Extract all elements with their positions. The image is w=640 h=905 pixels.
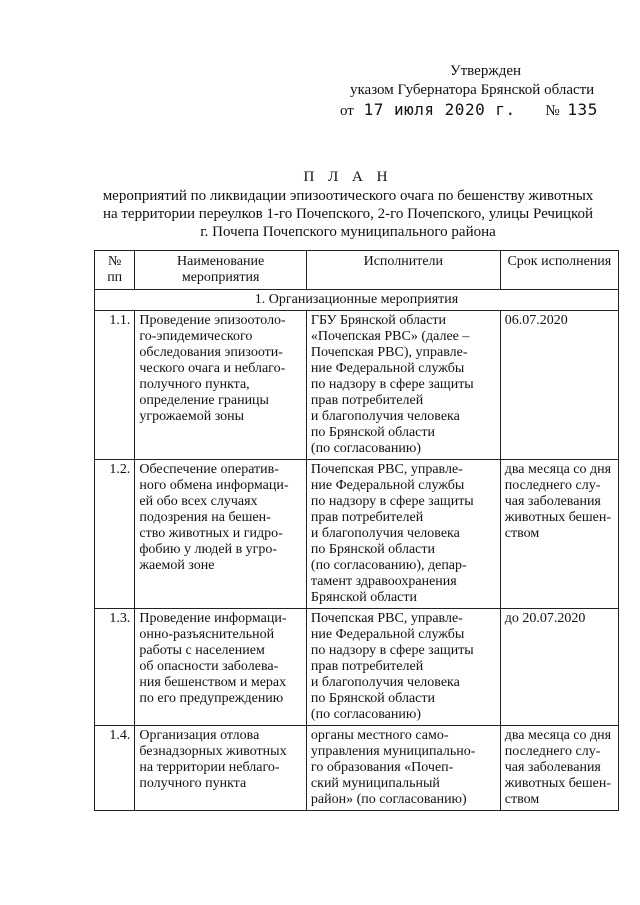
row-executor-line: ский муниципальный	[310, 776, 440, 791]
section-row	[95, 290, 619, 311]
row-name-line: на территории неблаго-	[139, 760, 280, 775]
approval-block	[340, 62, 610, 121]
table-row	[95, 609, 619, 726]
row-name-line: по его предупреждению	[139, 691, 284, 706]
header-num-line: №	[108, 254, 122, 269]
row-executor-line: Почепская РВС), управле-	[310, 345, 468, 360]
row-executor-line: и благополучия человека	[310, 675, 460, 690]
row-number: 1.2.	[95, 460, 135, 609]
row-executor-line: управления муниципально-	[310, 744, 476, 759]
row-name-line: получного пункта,	[139, 377, 250, 392]
row-term-line: два месяца со дня	[504, 462, 612, 477]
row-name-line: угрожаемой зоны	[139, 409, 245, 424]
row-term	[500, 460, 618, 609]
table-row	[95, 726, 619, 811]
row-name-line: Проведение эпизоотоло-	[139, 313, 286, 328]
row-executor	[306, 460, 500, 609]
row-name-line: Обеспечение оператив-	[139, 462, 279, 477]
row-name-line: безнадзорных животных	[139, 744, 287, 759]
row-term-line: последнего слу-	[504, 478, 601, 493]
row-executor-line: район» (по согласованию)	[310, 792, 467, 807]
row-name-line: Проведение информаци-	[139, 611, 287, 626]
row-name-line: онно-разъяснительной	[139, 627, 275, 642]
header-num-line: пп	[107, 270, 123, 285]
row-executor-line: Почепская РВС, управле-	[310, 462, 463, 477]
header-name-line: Наименование	[177, 254, 265, 269]
row-executor-line: (по согласованию), депар-	[310, 558, 467, 573]
header-name-line: мероприятия	[181, 270, 260, 285]
row-term-line: ством	[504, 792, 540, 807]
row-executor-line: по Брянской области	[310, 542, 435, 557]
row-executor-line: Почепская РВС, управле-	[310, 611, 463, 626]
row-name-line: жаемой зоне	[139, 558, 215, 573]
row-executor-line: го образования «Почеп-	[310, 760, 454, 775]
row-executor-line: прав потребителей	[310, 510, 424, 525]
row-executor-line: (по согласованию)	[310, 707, 421, 722]
row-executor-line: по Брянской области	[310, 425, 435, 440]
row-executor	[306, 311, 500, 460]
row-number: 1.4.	[95, 726, 135, 811]
row-executor-line: по Брянской области	[310, 691, 435, 706]
row-executor-line: ние Федеральной службы	[310, 478, 465, 493]
row-executor	[306, 726, 500, 811]
row-executor-line: ние Федеральной службы	[310, 361, 465, 376]
title-line: мероприятий по ликвидации эпизоотического очага по бешенству животных	[102, 188, 594, 204]
row-number: 1.3.	[95, 609, 135, 726]
row-name-line: ческого очага и неблаго-	[139, 361, 286, 376]
document-title	[88, 168, 608, 241]
header-name	[135, 251, 307, 290]
row-term-line: 06.07.2020	[504, 313, 568, 328]
approval-number: 135	[567, 100, 598, 119]
approval-title: Утвержден	[450, 63, 522, 79]
row-name-line: получного пункта	[139, 776, 247, 791]
row-name-line: определение границы	[139, 393, 269, 408]
row-executor-line: прав потребителей	[310, 393, 424, 408]
row-term-line: последнего слу-	[504, 744, 601, 759]
approval-number-label: №	[545, 103, 560, 119]
row-term	[500, 726, 618, 811]
title-line: г. Почепа Почепского муниципального района	[200, 224, 496, 240]
section-title: 1. Организационные мероприятия	[95, 290, 619, 311]
table-row	[95, 311, 619, 460]
row-term-line: чая заболевания	[504, 494, 601, 509]
title-main: П Л А Н	[303, 169, 393, 185]
row-executor-line: (по согласованию)	[310, 441, 421, 456]
row-name-line: ного обмена информаци-	[139, 478, 289, 493]
row-executor-line: «Почепская РВС» (далее –	[310, 329, 470, 344]
row-executor-line: ГБУ Брянской области	[310, 313, 447, 328]
row-term	[500, 609, 618, 726]
row-term-line: чая заболевания	[504, 760, 601, 775]
row-term-line: животных бешен-	[504, 510, 612, 525]
row-executor-line: органы местного само-	[310, 728, 449, 743]
row-executor-line: ние Федеральной службы	[310, 627, 465, 642]
approval-decree: указом Губернатора Брянской области	[350, 82, 595, 98]
row-term-line: до 20.07.2020	[504, 611, 586, 626]
approval-date: 17 июля 2020 г.	[363, 100, 516, 119]
row-executor-line: Брянской области	[310, 590, 417, 605]
row-name-line: обследования эпизооти-	[139, 345, 283, 360]
row-name-line: ния бешенством и мерах	[139, 675, 287, 690]
row-name	[135, 460, 307, 609]
row-name-line: об опасности заболева-	[139, 659, 279, 674]
row-name-line: фобию у людей в угро-	[139, 542, 278, 557]
row-name-line: подозрения на бешен-	[139, 510, 271, 525]
row-executor-line: и благополучия человека	[310, 526, 460, 541]
row-name-line: Организация отлова	[139, 728, 260, 743]
header-num	[95, 251, 135, 290]
row-name	[135, 726, 307, 811]
row-executor-line: и благополучия человека	[310, 409, 460, 424]
header-executor: Исполнители	[306, 251, 500, 290]
title-line: на территории переулков 1-го Почепского, 2-го Почепского, улицы Речицкой	[102, 206, 594, 222]
table-row	[95, 460, 619, 609]
row-executor-line: прав потребителей	[310, 659, 424, 674]
row-name	[135, 609, 307, 726]
row-executor-line: по надзору в сфере защиты	[310, 494, 474, 509]
row-term-line: ством	[504, 526, 540, 541]
row-number: 1.1.	[95, 311, 135, 460]
row-term-line: животных бешен-	[504, 776, 612, 791]
row-executor-line: по надзору в сфере защиты	[310, 643, 474, 658]
approval-from-label: от	[340, 103, 354, 119]
plan-table	[94, 250, 619, 811]
approval-date-line	[340, 100, 610, 121]
row-executor-line: по надзору в сфере защиты	[310, 377, 474, 392]
row-name-line: ство животных и гидро-	[139, 526, 283, 541]
row-name	[135, 311, 307, 460]
row-executor-line: тамент здравоохранения	[310, 574, 457, 589]
row-term-line: два месяца со дня	[504, 728, 612, 743]
row-name-line: работы с населением	[139, 643, 265, 658]
header-term: Срок исполнения	[500, 251, 618, 290]
row-name-line: ей обо всех случаях	[139, 494, 258, 509]
row-term	[500, 311, 618, 460]
row-executor	[306, 609, 500, 726]
table-header-row	[95, 251, 619, 290]
row-name-line: го-эпидемического	[139, 329, 253, 344]
